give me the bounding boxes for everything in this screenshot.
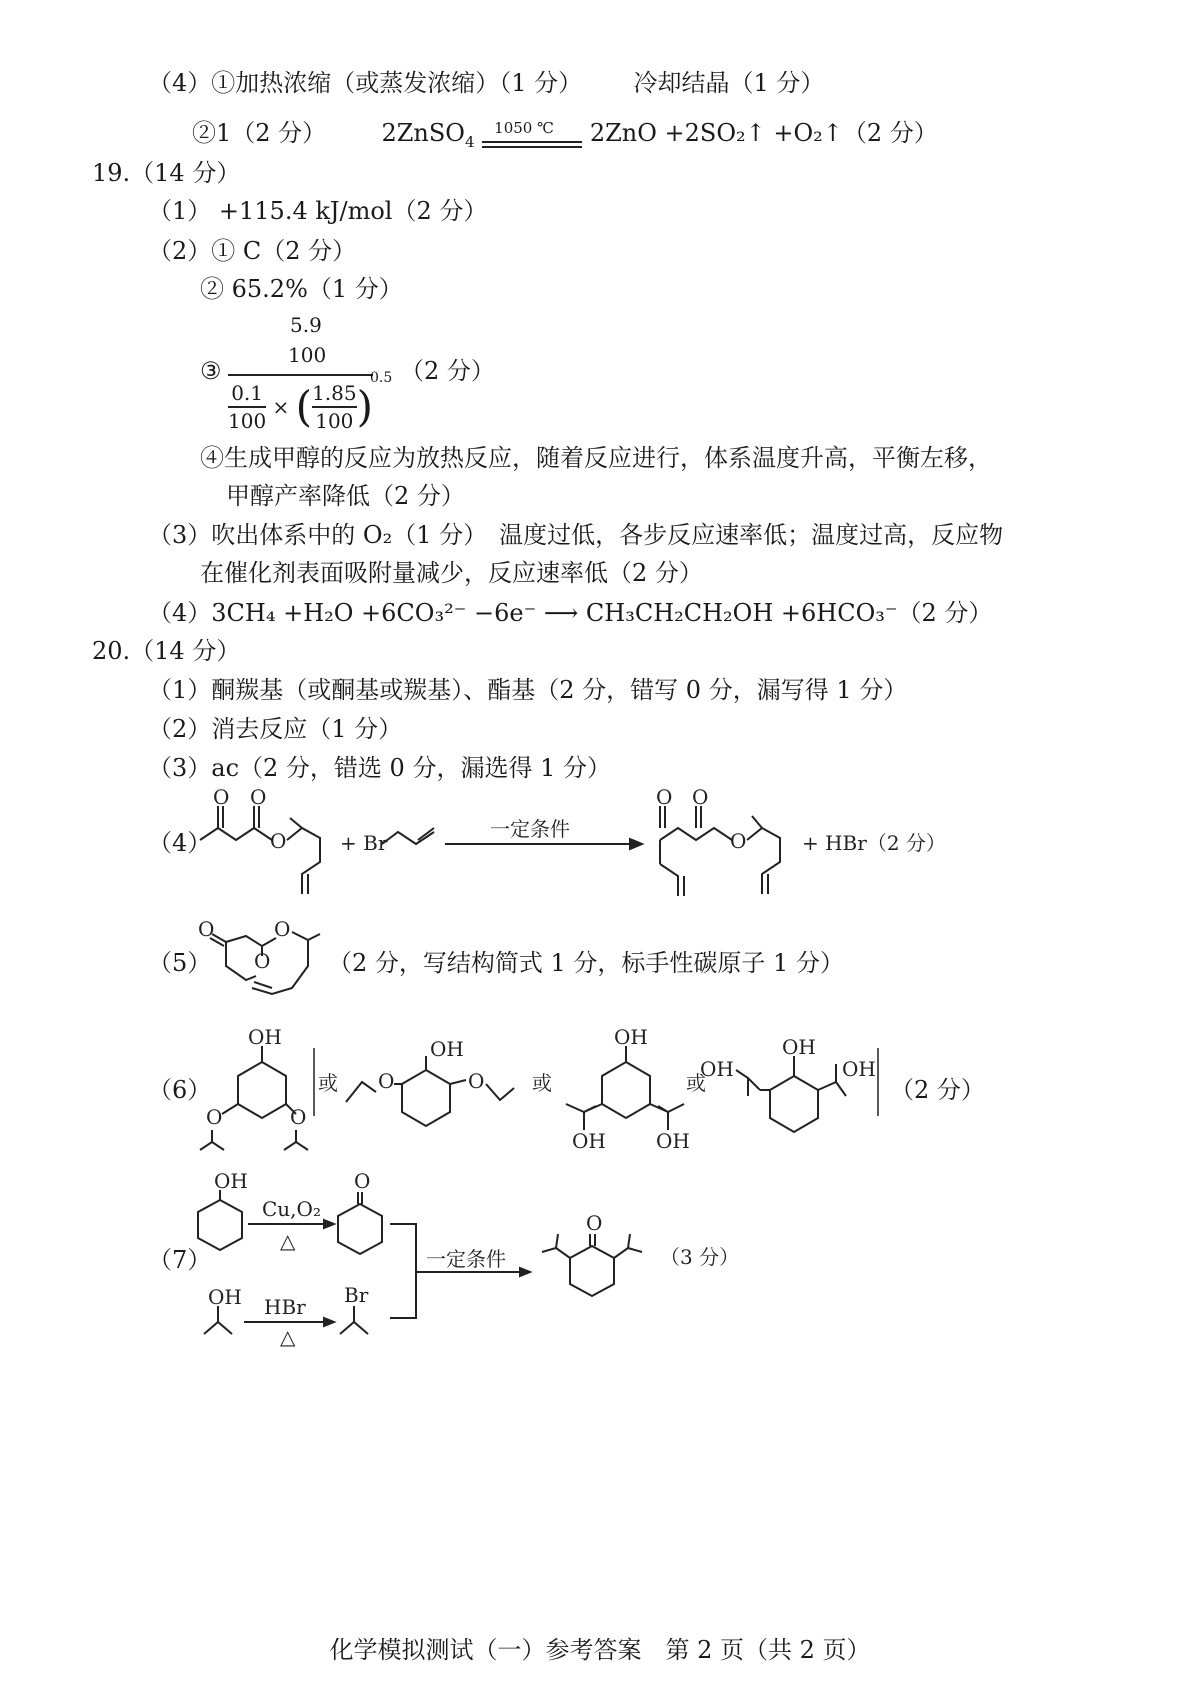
q20-p6-score: （2 分）: [890, 1076, 985, 1104]
q19-p1: （1） +115.4 kJ/mol（2 分）: [148, 197, 488, 225]
q19-p2-4b: 甲醇产率降低（2 分）: [226, 482, 465, 510]
plus-br: + Br: [340, 831, 388, 855]
q19-p2-3-mark: ③: [200, 357, 222, 385]
q19-p2-4a: ④生成甲醇的反应为放热反应，随着反应进行，体系温度升高，平衡左移，: [200, 444, 992, 472]
heat-symbol: △: [280, 1325, 296, 1349]
oh-label: OH: [248, 1025, 282, 1049]
o-atom: O: [730, 829, 747, 853]
q20-p5-label: （5）: [148, 949, 212, 977]
q19-p2-1: （2）① C（2 分）: [148, 237, 357, 265]
q19-p4: （4）3CH₄ +H₂O +6CO₃²⁻ −6e⁻ ⟶ CH₃CH₂CH₂OH +6HCO₃⁻（2 分）: [148, 599, 993, 627]
oh-label: OH: [614, 1025, 648, 1049]
frac-top-denominator: 100: [288, 343, 327, 367]
frac-bottom: $\frac{0.1}{100}$ × ( $\frac{1.85}{100}$ ): [228, 381, 373, 433]
q20-p5-macrocycle: [196, 916, 336, 1006]
isomer-3-structure: [566, 1025, 690, 1153]
hbr-score: + HBr（2 分）: [802, 831, 946, 855]
main-fraction-bar: [228, 374, 373, 376]
oh-label: OH: [572, 1129, 606, 1153]
q19-p2-2: ② 65.2%（1 分）: [200, 275, 403, 303]
q20-p4-scheme: [190, 785, 1150, 902]
q20-p5-note: （2 分，写结构简式 1 分，标手性碳原子 1 分）: [328, 949, 844, 977]
bromopropane-structure: [340, 1283, 369, 1334]
reaction-condition-arrow: [482, 118, 582, 157]
o-atom: O: [692, 785, 709, 809]
cyclohexanone-structure: [338, 1169, 382, 1254]
o-atom: O: [213, 785, 230, 809]
q20-p6-isomers: [196, 1026, 996, 1156]
q19-p3b: 在催化剂表面吸附量减少，反应速率低（2 分）: [200, 559, 703, 587]
frac-top-numerator: 5.9: [290, 313, 322, 337]
heat-symbol: △: [280, 1229, 296, 1253]
o-atom: O: [354, 1169, 371, 1193]
q19-p3a: （3）吹出体系中的 O₂（1 分） 温度过低，各步反应速率低；温度过高，反应物: [148, 521, 1004, 549]
q20-p1: （1）酮羰基（或酮基或羰基）、酯基（2 分，错写 0 分，漏写得 1 分）: [148, 676, 908, 704]
cyclohexanol-structure: [198, 1169, 248, 1250]
o-atom: O: [656, 785, 673, 809]
o-atom: O: [254, 949, 271, 973]
oh-label: OH: [782, 1035, 816, 1059]
o-atom: O: [290, 1105, 307, 1129]
isopropanol-structure: [204, 1285, 242, 1334]
oh-label: OH: [214, 1169, 248, 1193]
diisopropylcyclohexanone-structure: [542, 1211, 642, 1296]
q20-p4-label: （4）: [148, 829, 212, 857]
o-atom: O: [586, 1211, 603, 1235]
q20-p7-scheme: [190, 1168, 750, 1348]
oh-label: OH: [656, 1129, 690, 1153]
condition-cu-o2: Cu,O₂: [262, 1197, 321, 1221]
q18-p4-line2: [192, 118, 938, 157]
o-atom: O: [378, 1069, 395, 1093]
product-structure: [656, 785, 780, 896]
q20-p2: （2）消去反应（1 分）: [148, 715, 403, 743]
reaction-condition: 一定条件: [490, 817, 570, 841]
q18-p4-line1: [148, 68, 824, 98]
isomer-1-structure: [200, 1025, 308, 1150]
page-footer: 化学模拟测试（一）参考答案 第 2 页（共 2 页）: [329, 1636, 871, 1664]
q19-p2-3-score: （2 分）: [400, 357, 495, 385]
q20-p3: （3）ac（2 分，错选 0 分，漏选得 1 分）: [148, 754, 611, 782]
o-atom: O: [206, 1105, 223, 1129]
q20-heading: 20.（14 分）: [92, 637, 241, 665]
o-atom: O: [250, 785, 267, 809]
condition-hbr: HBr: [264, 1295, 306, 1319]
br-label: Br: [344, 1283, 369, 1307]
exponent: 0.5: [370, 370, 393, 386]
q18-p4-part2: ②1（2 分）: [192, 119, 327, 147]
reactant-ketoester-structure: [200, 785, 320, 894]
oh-label: OH: [700, 1057, 734, 1081]
oh-label: OH: [842, 1057, 876, 1081]
equation-left: 2ZnSO$_4$: [381, 119, 475, 151]
o-atom: O: [270, 829, 287, 853]
condition-text: 1050 ℃: [494, 118, 554, 137]
o-atom: O: [468, 1069, 485, 1093]
q18-p4-part1b: 冷却结晶（1 分）: [633, 69, 825, 97]
q18-p4-part1: （4）①加热浓缩（或蒸发浓缩）（1 分）: [148, 69, 583, 97]
o-atom: O: [198, 917, 215, 941]
isomer-2-structure: [346, 1037, 514, 1126]
q19-heading: 19.（14 分）: [92, 159, 241, 187]
or-text: 或: [318, 1071, 338, 1095]
isomer-4-structure: [700, 1035, 876, 1132]
oh-label: OH: [430, 1037, 464, 1061]
or-text: 或: [686, 1071, 706, 1095]
q20-p7-label: （7）: [148, 1246, 212, 1274]
q20-p7-score: （3 分）: [660, 1245, 740, 1269]
q20-p6-label: （6）: [148, 1076, 212, 1104]
equation-right: 2ZnO +2SO₂↑ +O₂↑（2 分）: [589, 119, 938, 147]
oh-label: OH: [208, 1285, 242, 1309]
or-text: 或: [532, 1071, 552, 1095]
o-atom: O: [274, 917, 291, 941]
condition-text: 一定条件: [426, 1247, 506, 1271]
